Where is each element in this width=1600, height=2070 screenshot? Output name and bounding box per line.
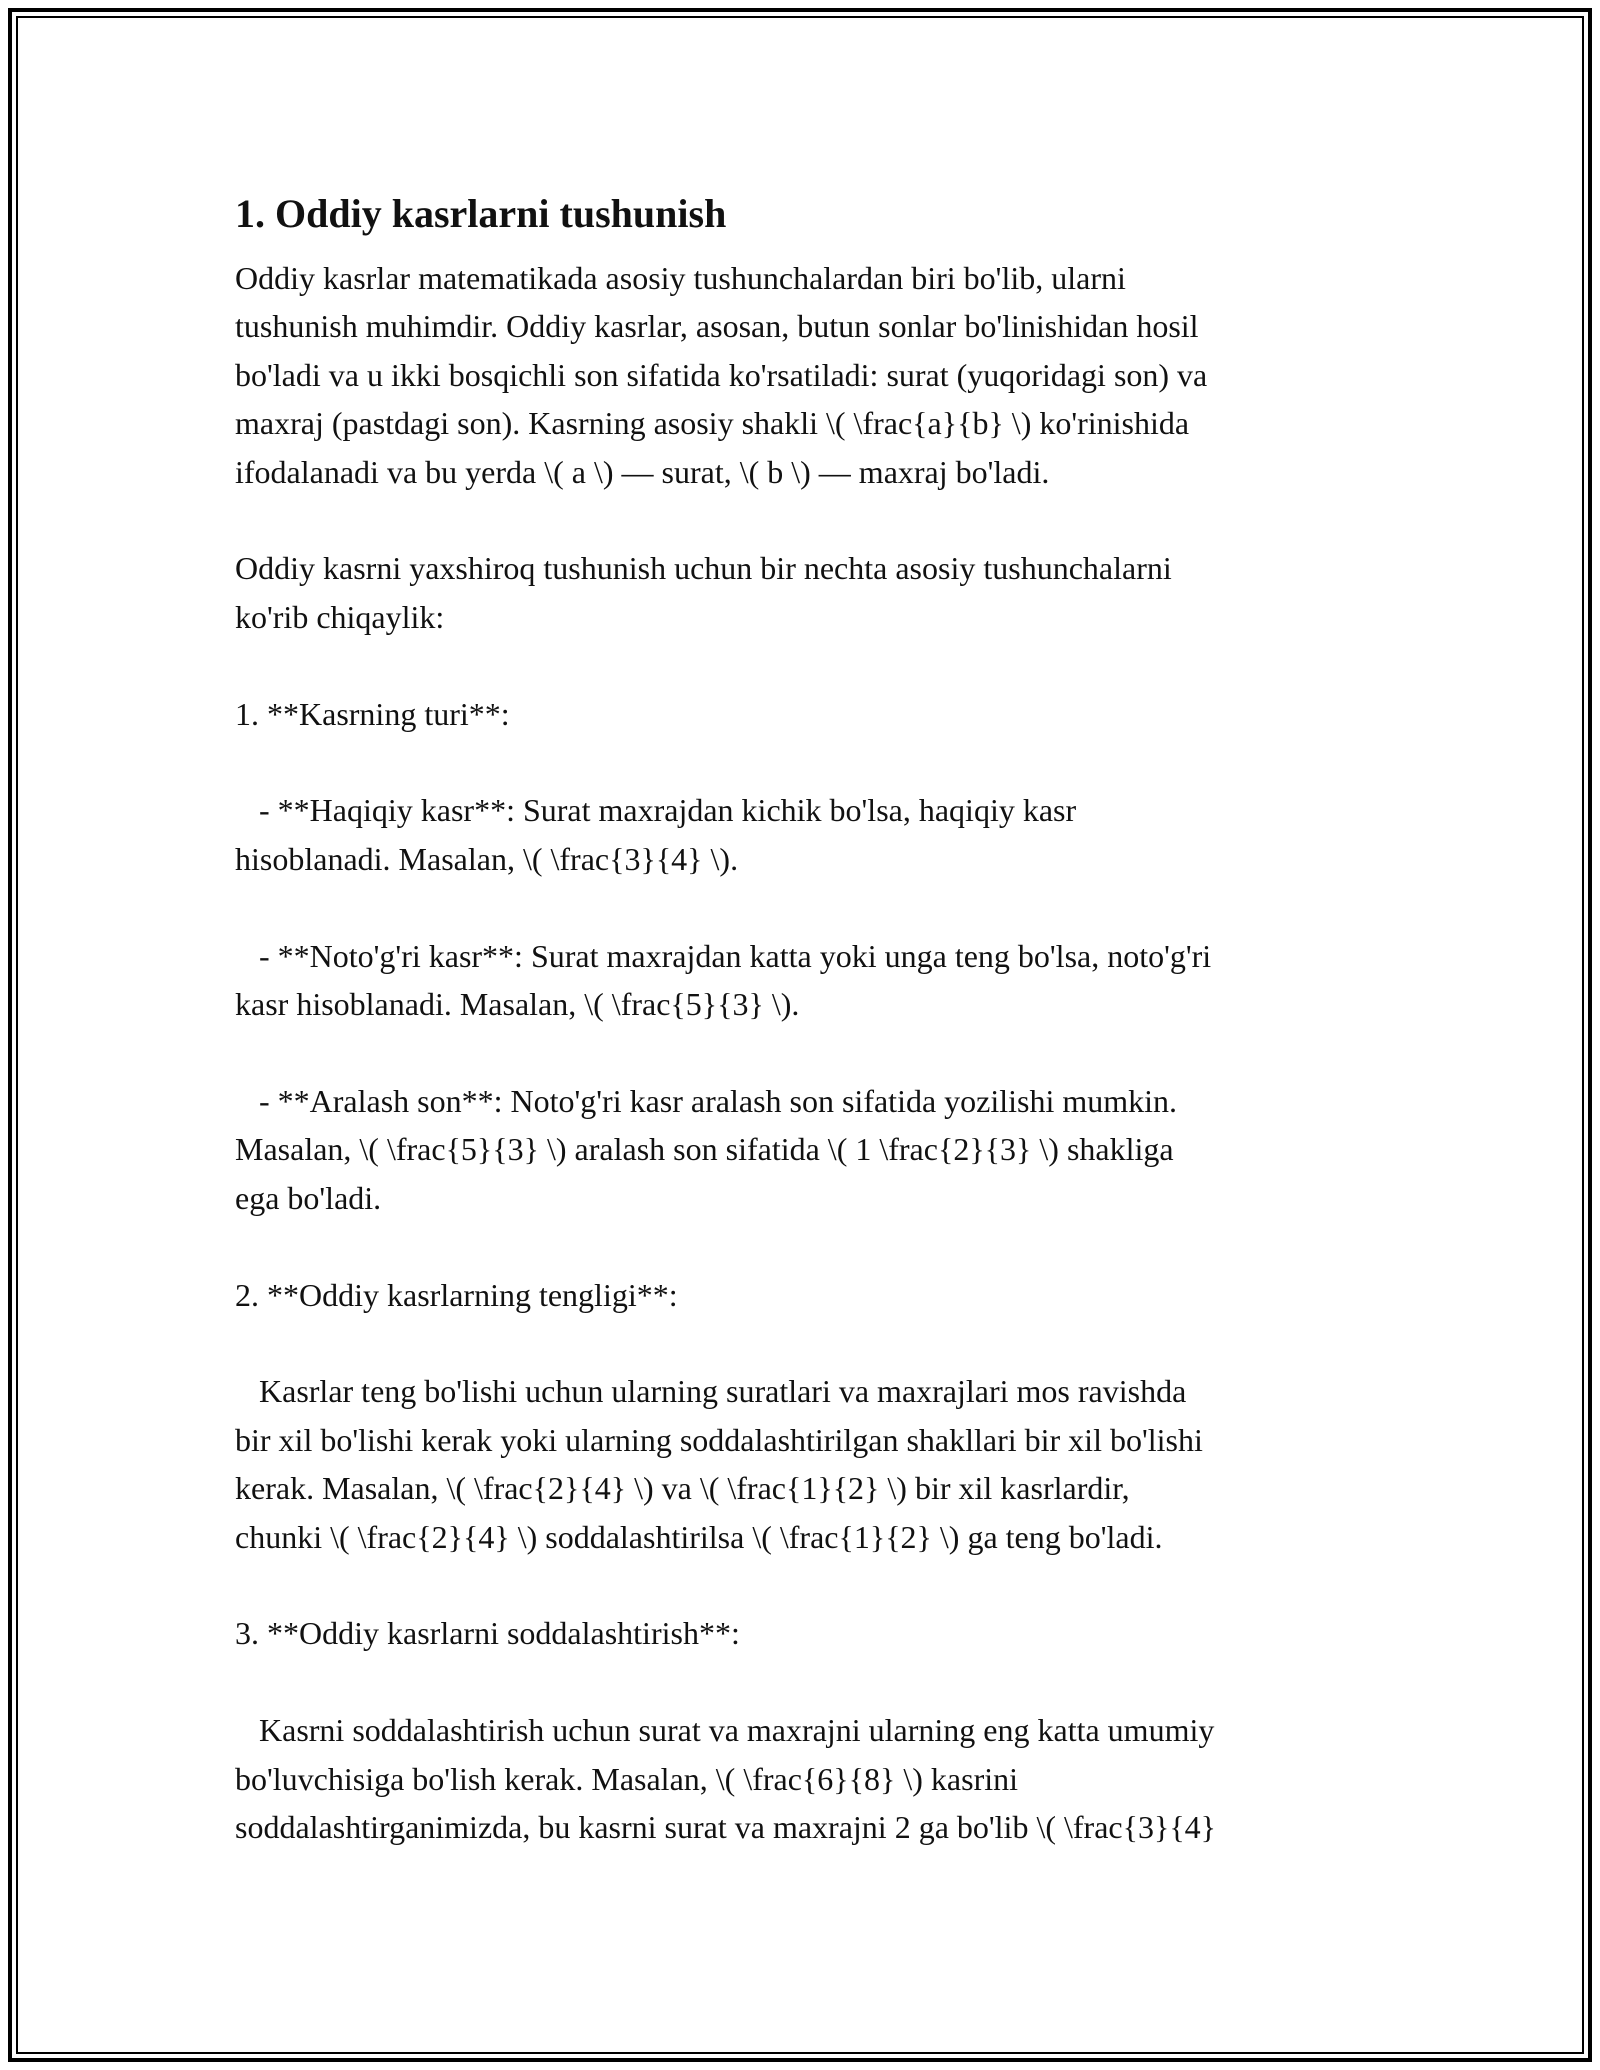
section-heading: 1. Oddiy kasrlarni tushunish	[235, 191, 727, 236]
section-body: Oddiy kasrlar matematikada asosiy tushunchalardan biri bo'lib, ularni tushunish muhimdir. Oddiy kasrlar, asosan, butun sonlar bo'linishidan hosil bo'ladi va u ikki bosqichli son sifatida ko'rsatiladi: surat (yuqoridagi son) va maxraj (pastdagi son). Kasrning asosiy shakli \( \frac{a}{b} \) ko'rinishida ifodalanadi va bu yerda \( a \) — surat, \( b \) — maxraj bo'ladi. Oddiy kasrni yaxshiroq tushunish uchun bir nechta asosiy tushunchalarni ko'rib chiqaylik: 1. **Kasrning turi**: - **Haqiqiy kasr**: Surat maxrajdan kichik bo'lsa, haqiqiy kasr hisoblanadi. Masalan, \( \frac{3}{4} \). - **Noto'g'ri kasr**: Surat maxrajdan katta yoki unga teng bo'lsa, noto'g'ri kasr hisoblanadi. Masalan, \( \frac{5}{3} \). - **Aralash son**: Noto'g'ri kasr aralash son sifatida yozilishi mumkin. Masalan, \( \frac{5}{3} \) aralash son sifatida \( 1 \frac{2}{3} \) shakliga ega bo'ladi. 2. **Oddiy kasrlarning tengligi**: Kasrlar teng bo'lishi uchun ularning suratlari va maxrajlari mos ravishda bir xil bo'lishi kerak yoki ularning soddalashtirilgan shakllari bir xil bo'lishi kerak. Masalan, \( \frac{2}{4} \) va \( \frac{1}{2} \) bir xil kasrlardir, chunki \( \frac{2}{4} \) soddalashtirilsa \( \frac{1}{2} \) ga teng bo'ladi. 3. **Oddiy kasrlarni soddalashtirish**: Kasrni soddalashtirish uchun surat va maxrajni ularning eng katta umumiy bo'luvchisiga bo'lish kerak. Masalan, \( \frac{6}{8} \) kasrini soddalashtirganimizda, bu kasrni surat va maxrajni 2 ga bo'lib \( \frac{3}{4}	[235, 260, 1217, 1845]
document-content	[235, 186, 1385, 1851]
